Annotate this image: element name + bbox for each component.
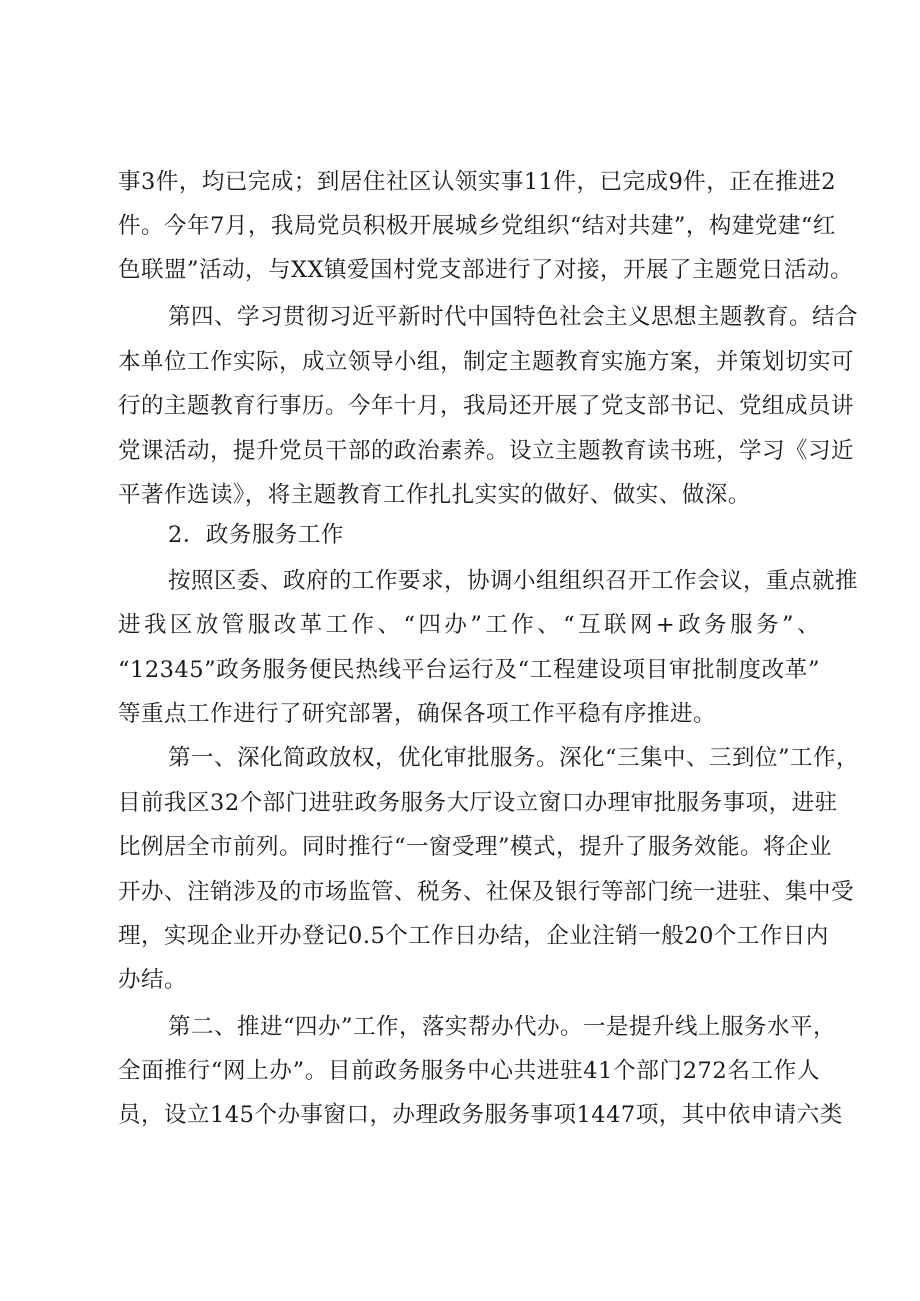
body-text-line: 按照区委、政府的工作要求，协调小组组织召开工作会议，重点就推 [168,568,859,594]
body-text-line: 件。今年7月，我局党员积极开展城乡党组织“结对共建”，构建党建“红 [118,213,836,239]
body-text-line: 全面推行“网上办”。目前政务服务中心共进驻41个部门272名工作人 [118,1058,820,1084]
body-text-line: 党课活动，提升党员干部的政治素养。设立主题教育读书班，学习《习近 [118,438,855,464]
body-text-line: 理，实现企业开办登记0.5个工作日办结，企业注销一般20个工作日内 [118,923,829,949]
body-text-line: 进我区放管服改革工作、“四办”工作、“互联网+政务服务”、 [118,612,820,638]
body-text-line: 比例居全市前列。同时推行“一窗受理”模式，提升了服务效能。将企业 [118,834,833,860]
body-text-line: 等重点工作进行了研究部署，确保各项工作平稳有序推进。 [118,701,717,727]
paragraph-heading-line: 第四、学习贯彻习近平新时代中国特色社会主义思想主题教育。结合 [168,304,859,330]
paragraph-heading-line: 第一、深化简政放权，优化审批服务。深化“三集中、三到位”工作， [168,745,860,771]
body-text-line: “12345”政务服务便民热线平台运行及“工程建设项目审批制度改革” [118,657,820,683]
body-text-line: 员，设立145个办事窗口，办理政务服务事项1447项，其中依申请六类 [118,1102,843,1128]
body-text-line: 本单位工作实际，成立领导小组，制定主题教育实施方案，并策划切实可 [118,349,855,375]
body-text-line: 平著作选读》，将主题教育工作扎扎实实的做好、做实、做深。 [118,482,751,508]
body-text-line: 目前我区32个部门进驻政务服务大厅设立窗口办理审批服务事项，进驻 [118,790,838,816]
paragraph-heading-line: 第二、推进“四办”工作，落实帮办代办。一是提升线上服务水平， [168,1014,837,1040]
body-text-line: 开办、注销涉及的市场监管、税务、社保及银行等部门统一进驻、集中受 [118,879,855,905]
body-text-line: 事3件，均已完成；到居住社区认领实事11件，已完成9件，正在推进2 [118,169,837,195]
body-text-line: 色联盟”活动，与XX镇爱国村党支部进行了对接，开展了主题党日活动。 [118,257,854,283]
section-heading: 2．政务服务工作 [168,522,344,548]
body-text-line: 行的主题教育行事历。今年十月，我局还开展了党支部书记、党组成员讲 [118,393,855,419]
body-text-line: 办结。 [118,967,188,993]
